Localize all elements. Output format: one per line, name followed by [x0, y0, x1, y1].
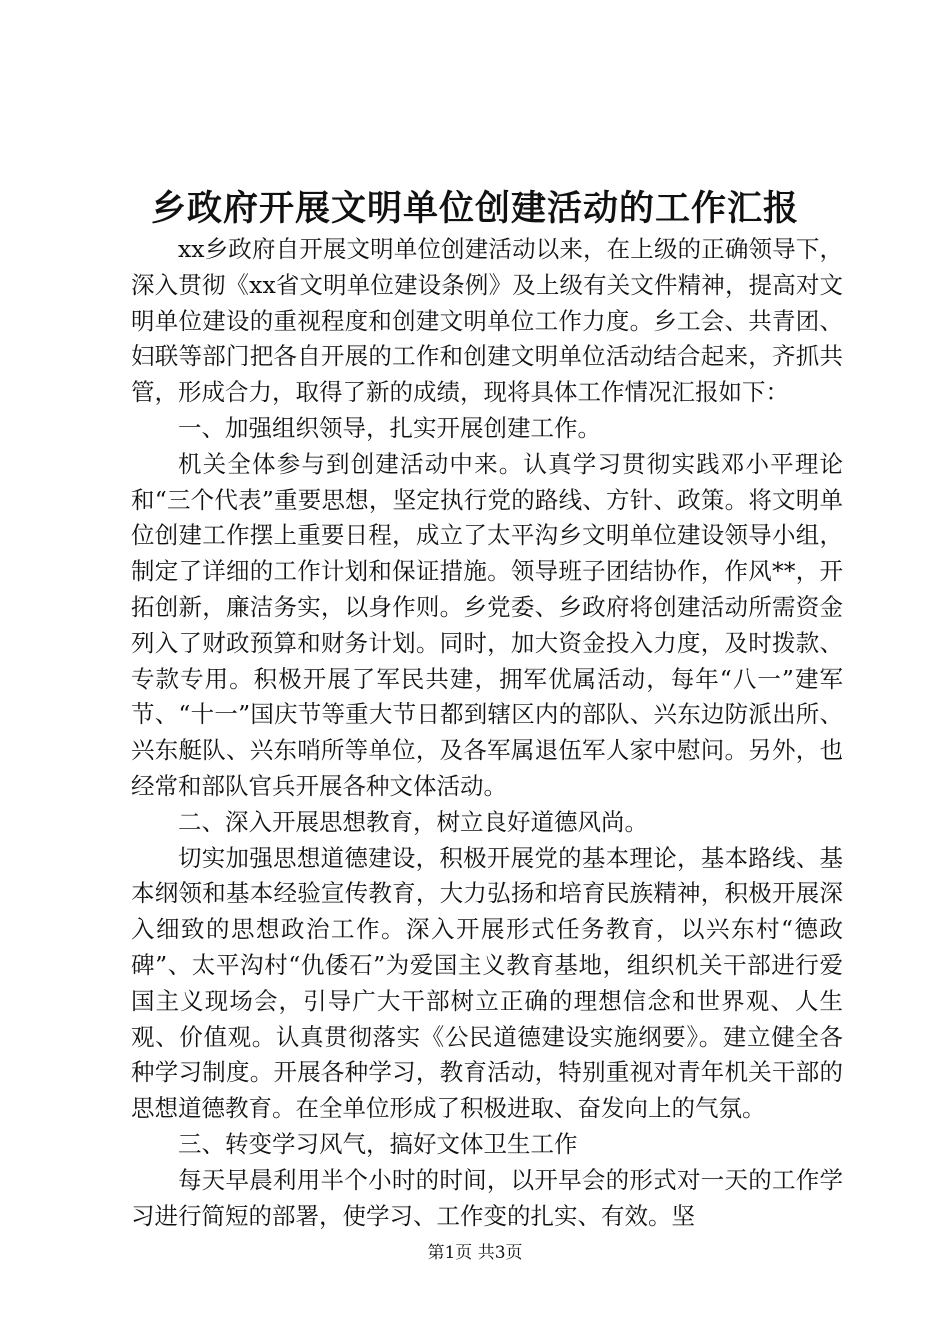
- paragraph-section-3: 每天早晨利用半个小时的时间，以开早会的形式对一天的工作学习进行简短的部署，使学习、工作变的扎实、有效。坚: [131, 1165, 843, 1230]
- paragraph-section-1: 机关全体参与到创建活动中来。认真学习贯彻实践邓小平理论和“三个代表”重要思想，坚定执行党的路线、方针、政策。将文明单位创建工作摆上重要日程，成立了太平沟乡文明单位建设领导小组，制定了详细的工作计划和保证措施。领导班子团结协作，作风**，开拓创新，廉洁务实，以身作则。乡党委、乡政府将创建活动所需资金列入了财政预算和财务计划。同时，加大资金投入力度，及时拨款、专款专用。积极开展了军民共建，拥军优属活动，每年“八一”建军节、“十一”国庆节等重大节日都到辖区内的部队、兴东边防派出所、兴东艇队、兴东哨所等单位，及各军属退伍军人家中慰问。另外，也经常和部队官兵开展各种文体活动。: [131, 449, 843, 800]
- section-heading-3: 三、转变学习风气，搞好文体卫生工作: [178, 1129, 578, 1158]
- page-footer: 第1页 共3页: [427, 1243, 523, 1263]
- document-body: [131, 232, 843, 1234]
- paragraph-section-2: 切实加强思想道德建设，积极开展党的基本理论，基本路线、基本纲领和基本经验宣传教育，大力弘扬和培育民族精神，积极开展深入细致的思想政治工作。深入开展形式任务教育，以兴东村“德政碑”、太平沟村“仇倭石”为爱国主义教育基地，组织机关干部进行爱国主义现场会，引导广大干部树立正确的理想信念和世界观、人生观、价值观。认真贯彻落实《公民道德建设实施纲要》。建立健全各种学习制度。开展各种学习，教育活动，特别重视对青年机关干部的思想道德教育。在全单位形成了积极进取、奋发向上的气氛。: [131, 843, 843, 1123]
- paragraph-intro: xx乡政府自开展文明单位创建活动以来，在上级的正确领导下，深入贯彻《xx省文明单位建设条例》及上级有关文件精神，提高对文明单位建设的重视程度和创建文明单位工作力度。乡工会、共青团、妇联等部门把各自开展的工作和创建文明单位活动结合起来，齐抓共管，形成合力，取得了新的成绩，现将具体工作情况汇报如下：: [131, 235, 843, 407]
- section-heading-2: 二、深入开展思想教育，树立良好道德风尚。: [178, 807, 648, 836]
- section-heading-1: 一、加强组织领导，扎实开展创建工作。: [178, 413, 601, 442]
- document-title: 乡政府开展文明单位创建活动的工作汇报: [150, 189, 799, 229]
